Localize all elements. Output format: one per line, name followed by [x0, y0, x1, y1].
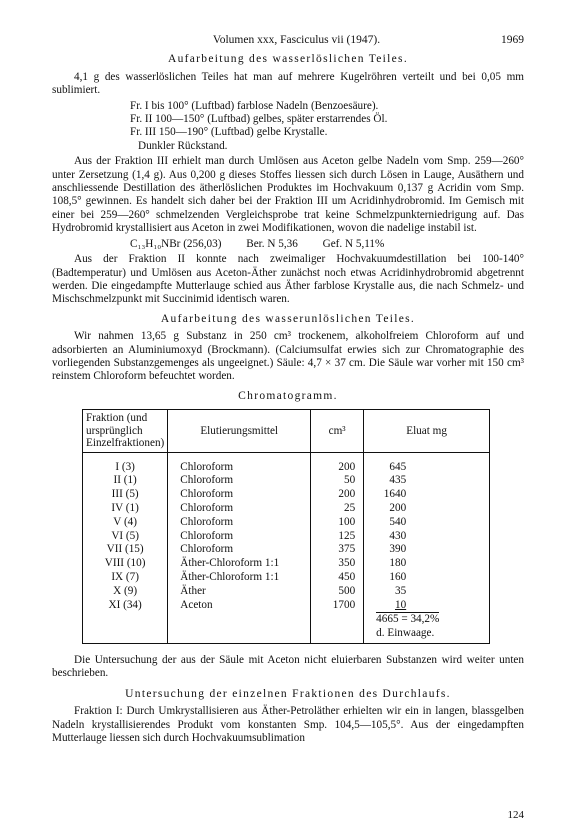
fraction-list	[130, 100, 524, 154]
eluent-cell: Chloroform	[168, 474, 311, 488]
eluate-value: 1640	[383, 488, 407, 501]
eluate-cell	[364, 488, 490, 502]
total-note-row	[83, 627, 490, 643]
eluent-cell: Äther-Chloroform 1:1	[168, 557, 311, 571]
eluate-value: 645	[389, 460, 407, 473]
volume-cell: 200	[311, 488, 364, 502]
volume-cell: 100	[311, 516, 364, 530]
eluate-value: 10	[394, 598, 407, 611]
empty-cell	[311, 627, 364, 643]
eluate-value: 160	[389, 571, 407, 584]
volume-cell: 500	[311, 585, 364, 599]
journal-volume: Volumen xxx, Fasciculus vii (1947).	[212, 34, 381, 46]
table-row	[83, 571, 490, 585]
eluate-cell	[364, 599, 490, 613]
eluate-cell	[364, 530, 490, 544]
eluate-cell	[364, 452, 490, 474]
footer-page-number: 124	[507, 808, 524, 821]
fraction-cell: XI (34)	[83, 599, 168, 613]
eluate-cell	[364, 502, 490, 516]
table-header-row	[83, 410, 490, 453]
table-row	[83, 557, 490, 571]
empty-cell	[168, 612, 311, 627]
fraction-item: Fr. I bis 100° (Luftbad) farblose Nadeln (Benzoesäure).	[130, 99, 379, 112]
fraction-cell: VI (5)	[83, 530, 168, 544]
table-row	[83, 452, 490, 474]
volume-cell: 350	[311, 557, 364, 571]
table-row	[83, 502, 490, 516]
page	[52, 34, 524, 745]
section-title-insoluble: Aufarbeitung des wasserunlöslichen Teiles.	[160, 312, 416, 325]
eluate-value: 430	[389, 529, 407, 542]
eluate-cell	[364, 585, 490, 599]
after-table-paragraph: Die Untersuchung der aus der Säule mit Aceton nicht eluierbaren Substanzen wird weiter unten beschrieben.	[52, 654, 524, 680]
eluate-value: 200	[389, 502, 407, 515]
fraction-cell: III (5)	[83, 488, 168, 502]
table-row	[83, 474, 490, 488]
volume-cell: 50	[311, 474, 364, 488]
volume-cell: 25	[311, 502, 364, 516]
empty-cell	[83, 627, 168, 643]
empty-cell	[83, 612, 168, 627]
table-row	[83, 516, 490, 530]
fraction-cell: IX (7)	[83, 571, 168, 585]
eluate-value: 390	[389, 543, 407, 556]
eluate-value: 435	[389, 474, 407, 487]
table-row	[83, 585, 490, 599]
column-header: cm³	[311, 410, 364, 453]
fraction-cell: VIII (10)	[83, 557, 168, 571]
eluent-cell: Äther-Chloroform 1:1	[168, 571, 311, 585]
total-value: 4665 = 34,2%	[376, 613, 440, 626]
volume-cell: 200	[311, 452, 364, 474]
table-row	[83, 488, 490, 502]
table-title: Chromatogramm.	[238, 389, 338, 402]
eluate-value: 180	[389, 557, 407, 570]
running-header	[52, 34, 524, 47]
fraction-iii-paragraph: Aus der Fraktion III erhielt man durch Umlösen aus Aceton gelbe Nadeln vom Smp. 259—260° unter Zersetzung (1,4 g). Aus 0,200 g dieses Stoffes liessen sich durch Lösen in Lauge, Ausäthern und anschliessende Destillation des ätherlöslichen Produktes im Hochvakuum 0,137 g Acridin vom Smp. 108,5° gewinnen. Es handelt sich daher bei der Fraktion III um Acridinhydrobromid. Im Gemisch mit einer bei 259—260° schmelzenden Vergleichsprobe trat keine Schmelzpunkterniedrigung auf. Das Hydrobromid krystallisiert aus Aceton in zwei Modifikationen, wovon die nadelige instabil ist.	[52, 155, 524, 235]
eluate-cell	[364, 516, 490, 530]
fraction-cell: I (3)	[83, 452, 168, 474]
eluate-cell	[364, 474, 490, 488]
volume-cell: 1700	[311, 599, 364, 613]
section-title-soluble: Aufarbeitung des wasserlöslichen Teiles.	[167, 53, 409, 66]
eluent-cell: Chloroform	[168, 488, 311, 502]
total-row	[83, 612, 490, 627]
chromatogram-table-wrap	[82, 409, 490, 644]
eluent-cell: Chloroform	[168, 516, 311, 530]
residue-line: Dunkler Rückstand.	[138, 139, 228, 152]
volume-cell: 375	[311, 543, 364, 557]
table-body	[83, 452, 490, 643]
fraction-cell: V (4)	[83, 516, 168, 530]
total-cell	[364, 612, 490, 627]
fraction-item: Fr. III 150—190° (Luftbad) gelbe Krystalle.	[130, 126, 328, 139]
fraction-cell: IV (1)	[83, 502, 168, 516]
column-header: Elutierungsmittel	[168, 410, 311, 453]
volume-cell: 125	[311, 530, 364, 544]
fraction-ii-paragraph: Aus der Fraktion II konnte nach zweimaliger Hochvakuumdestillation bei 100-140° (Badtemperatur) und Umlösen aus Aceton-Äther zunächst noch etwas Acridinhydrobromid abgetrennt werden. Die eingedampfte Mutterlauge schied aus Äther farblose Krystalle aus, die nach Schmelz- und Mischschmelzpunkt mit Succinimid identisch waren.	[52, 253, 524, 306]
empty-cell	[311, 612, 364, 627]
chromatography-paragraph: Wir nahmen 13,65 g Substanz in 250 cm³ trockenem, alkoholfreiem Chloroform auf und adsorbierten an Aluminiumoxyd (Brockmann). (Calciumsulfat erwies sich zur Chromatographie des vorliegenden Substanzgemenges als ungeeignet.) Säule: 4,7 × 37 cm. Die Säule war vorher mit 150 cm³ reinstem Chloroform befeuchtet worden.	[52, 330, 524, 383]
eluent-cell: Chloroform	[168, 452, 311, 474]
total-note: d. Einwaage.	[364, 627, 490, 643]
formula-found: Gef. N 5,11%	[322, 237, 385, 250]
eluate-cell	[364, 571, 490, 585]
column-header: Eluat mg	[364, 410, 490, 453]
eluent-cell: Äther	[168, 585, 311, 599]
chromatogram-table	[82, 409, 490, 644]
fraction-cell: II (1)	[83, 474, 168, 488]
eluent-cell: Chloroform	[168, 543, 311, 557]
eluent-cell: Aceton	[168, 599, 311, 613]
fraction-cell: VII (15)	[83, 543, 168, 557]
eluent-cell: Chloroform	[168, 502, 311, 516]
eluent-cell: Chloroform	[168, 530, 311, 544]
column-header: Fraktion (und ursprünglich Einzelfraktionen)	[83, 410, 168, 453]
table-row	[83, 599, 490, 613]
fraction-item: Fr. II 100—150° (Luftbad) gelbes, später erstarrendes Öl.	[130, 113, 388, 126]
section-title-fractions: Untersuchung der einzelnen Fraktionen des Durchlaufs.	[125, 687, 451, 700]
intro-paragraph: 4,1 g des wasserlöslichen Teiles hat man auf mehrere Kugelröhren verteilt und bei 0,05 mm sublimiert.	[52, 70, 524, 97]
table-row	[83, 543, 490, 557]
eluate-value: 540	[389, 515, 407, 528]
empty-cell	[168, 627, 311, 643]
fraction-cell: X (9)	[83, 585, 168, 599]
formula-calculated: Ber. N 5,36	[246, 237, 298, 250]
eluate-value: 35	[394, 584, 407, 597]
eluate-cell	[364, 543, 490, 557]
table-row	[83, 530, 490, 544]
fraction-i-paragraph: Fraktion I: Durch Umkrystallisieren aus Äther-Petroläther erhielten wir ein in langen, blassgelben Nadeln krystallisierendes Produkt vom konstanten Smp. 104,5—105,5°. Aus der eingedampften Mutterlauge liessen sich durch Hochvakuumsublimation	[52, 705, 524, 745]
elemental-analysis	[130, 238, 524, 251]
formula-compound: C₁₃H₁₀NBr (256,03)	[130, 237, 222, 250]
header-page-number: 1969	[501, 34, 524, 46]
volume-cell: 450	[311, 571, 364, 585]
eluate-cell	[364, 557, 490, 571]
